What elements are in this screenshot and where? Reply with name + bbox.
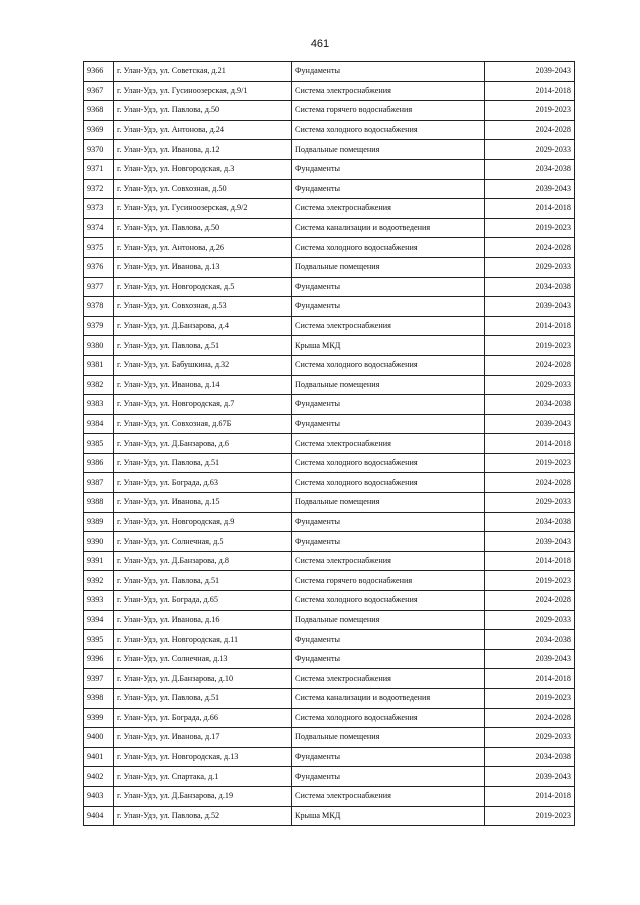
row-number-cell: 9370 bbox=[84, 140, 114, 160]
repair-period-cell: 2029-2033 bbox=[485, 257, 575, 277]
repair-period-cell: 2014-2018 bbox=[485, 316, 575, 336]
repair-period-cell: 2034-2038 bbox=[485, 395, 575, 415]
row-number-cell: 9375 bbox=[84, 238, 114, 258]
row-number-cell: 9368 bbox=[84, 101, 114, 121]
address-cell: г. Улан-Удэ, ул. Новгородская, д.9 bbox=[114, 512, 292, 532]
table-row bbox=[84, 551, 575, 571]
building-system-cell: Фундаменты bbox=[292, 297, 485, 317]
repair-period-cell: 2034-2038 bbox=[485, 159, 575, 179]
building-system-cell: Фундаменты bbox=[292, 767, 485, 787]
building-system-cell: Подвальные помещения bbox=[292, 140, 485, 160]
table-row bbox=[84, 414, 575, 434]
table-row bbox=[84, 453, 575, 473]
table-row bbox=[84, 336, 575, 356]
building-system-cell: Система электроснабжения bbox=[292, 551, 485, 571]
address-cell: г. Улан-Удэ, ул. Иванова, д.16 bbox=[114, 610, 292, 630]
building-system-cell: Фундаменты bbox=[292, 630, 485, 650]
table-row bbox=[84, 473, 575, 493]
table-row bbox=[84, 277, 575, 297]
address-cell: г. Улан-Удэ, ул. Новгородская, д.13 bbox=[114, 747, 292, 767]
address-cell: г. Улан-Удэ, ул. Д.Банзарова, д.6 bbox=[114, 434, 292, 454]
building-system-cell: Фундаменты bbox=[292, 747, 485, 767]
address-cell: г. Улан-Удэ, ул. Антонова, д.26 bbox=[114, 238, 292, 258]
table-row bbox=[84, 610, 575, 630]
building-system-cell: Фундаменты bbox=[292, 159, 485, 179]
address-cell: г. Улан-Удэ, ул. Новгородская, д.7 bbox=[114, 395, 292, 415]
table-row bbox=[84, 532, 575, 552]
row-number-cell: 9397 bbox=[84, 669, 114, 689]
address-cell: г. Улан-Удэ, ул. Иванова, д.14 bbox=[114, 375, 292, 395]
building-system-cell: Система горячего водоснабжения bbox=[292, 101, 485, 121]
repair-schedule-table bbox=[83, 61, 575, 826]
row-number-cell: 9377 bbox=[84, 277, 114, 297]
repair-period-cell: 2039-2043 bbox=[485, 767, 575, 787]
building-system-cell: Крыша МКД bbox=[292, 336, 485, 356]
table-row bbox=[84, 571, 575, 591]
building-system-cell: Система электроснабжения bbox=[292, 786, 485, 806]
building-system-cell: Фундаменты bbox=[292, 277, 485, 297]
table-row bbox=[84, 747, 575, 767]
building-system-cell: Подвальные помещения bbox=[292, 728, 485, 748]
repair-period-cell: 2024-2028 bbox=[485, 120, 575, 140]
repair-period-cell: 2039-2043 bbox=[485, 649, 575, 669]
address-cell: г. Улан-Удэ, ул. Павлова, д.50 bbox=[114, 101, 292, 121]
row-number-cell: 9373 bbox=[84, 199, 114, 219]
building-system-cell: Система холодного водоснабжения bbox=[292, 591, 485, 611]
address-cell: г. Улан-Удэ, ул. Гусиноозерская, д.9/1 bbox=[114, 81, 292, 101]
address-cell: г. Улан-Удэ, ул. Бабушкина, д.32 bbox=[114, 355, 292, 375]
row-number-cell: 9379 bbox=[84, 316, 114, 336]
row-number-cell: 9378 bbox=[84, 297, 114, 317]
building-system-cell: Фундаменты bbox=[292, 179, 485, 199]
repair-period-cell: 2024-2028 bbox=[485, 238, 575, 258]
address-cell: г. Улан-Удэ, ул. Совхозная, д.53 bbox=[114, 297, 292, 317]
table-row bbox=[84, 512, 575, 532]
building-system-cell: Фундаменты bbox=[292, 414, 485, 434]
repair-period-cell: 2014-2018 bbox=[485, 434, 575, 454]
row-number-cell: 9366 bbox=[84, 62, 114, 82]
repair-period-cell: 2039-2043 bbox=[485, 532, 575, 552]
table-row bbox=[84, 218, 575, 238]
table-row bbox=[84, 493, 575, 513]
row-number-cell: 9376 bbox=[84, 257, 114, 277]
table-row bbox=[84, 708, 575, 728]
repair-period-cell: 2014-2018 bbox=[485, 199, 575, 219]
repair-period-cell: 2029-2033 bbox=[485, 610, 575, 630]
table-row bbox=[84, 767, 575, 787]
address-cell: г. Улан-Удэ, ул. Новгородская, д.11 bbox=[114, 630, 292, 650]
address-cell: г. Улан-Удэ, ул. Новгородская, д.5 bbox=[114, 277, 292, 297]
table-row bbox=[84, 257, 575, 277]
repair-period-cell: 2019-2023 bbox=[485, 689, 575, 709]
address-cell: г. Улан-Удэ, ул. Павлова, д.51 bbox=[114, 571, 292, 591]
row-number-cell: 9403 bbox=[84, 786, 114, 806]
repair-period-cell: 2039-2043 bbox=[485, 414, 575, 434]
table-row bbox=[84, 81, 575, 101]
building-system-cell: Система электроснабжения bbox=[292, 199, 485, 219]
address-cell: г. Улан-Удэ, ул. Иванова, д.17 bbox=[114, 728, 292, 748]
repair-period-cell: 2024-2028 bbox=[485, 473, 575, 493]
building-system-cell: Подвальные помещения bbox=[292, 493, 485, 513]
building-system-cell: Фундаменты bbox=[292, 512, 485, 532]
building-system-cell: Система холодного водоснабжения bbox=[292, 708, 485, 728]
building-system-cell: Система холодного водоснабжения bbox=[292, 453, 485, 473]
row-number-cell: 9404 bbox=[84, 806, 114, 826]
repair-period-cell: 2039-2043 bbox=[485, 62, 575, 82]
building-system-cell: Фундаменты bbox=[292, 532, 485, 552]
building-system-cell: Система электроснабжения bbox=[292, 316, 485, 336]
repair-period-cell: 2039-2043 bbox=[485, 179, 575, 199]
row-number-cell: 9400 bbox=[84, 728, 114, 748]
table-row bbox=[84, 355, 575, 375]
repair-period-cell: 2029-2033 bbox=[485, 140, 575, 160]
row-number-cell: 9392 bbox=[84, 571, 114, 591]
repair-period-cell: 2014-2018 bbox=[485, 669, 575, 689]
table-row bbox=[84, 62, 575, 82]
building-system-cell: Система канализации и водоотведения bbox=[292, 689, 485, 709]
building-system-cell: Крыша МКД bbox=[292, 806, 485, 826]
table-row bbox=[84, 297, 575, 317]
address-cell: г. Улан-Удэ, ул. Павлова, д.50 bbox=[114, 218, 292, 238]
table-row bbox=[84, 786, 575, 806]
table-row bbox=[84, 806, 575, 826]
address-cell: г. Улан-Удэ, ул. Д.Банзарова, д.8 bbox=[114, 551, 292, 571]
repair-period-cell: 2029-2033 bbox=[485, 493, 575, 513]
row-number-cell: 9396 bbox=[84, 649, 114, 669]
repair-period-cell: 2019-2023 bbox=[485, 806, 575, 826]
address-cell: г. Улан-Удэ, ул. Павлова, д.51 bbox=[114, 336, 292, 356]
building-system-cell: Система электроснабжения bbox=[292, 669, 485, 689]
building-system-cell: Система холодного водоснабжения bbox=[292, 238, 485, 258]
building-system-cell: Подвальные помещения bbox=[292, 610, 485, 630]
table-row bbox=[84, 199, 575, 219]
address-cell: г. Улан-Удэ, ул. Д.Банзарова, д.10 bbox=[114, 669, 292, 689]
row-number-cell: 9393 bbox=[84, 591, 114, 611]
building-system-cell: Фундаменты bbox=[292, 395, 485, 415]
table-row bbox=[84, 101, 575, 121]
row-number-cell: 9367 bbox=[84, 81, 114, 101]
address-cell: г. Улан-Удэ, ул. Спартака, д.1 bbox=[114, 767, 292, 787]
row-number-cell: 9394 bbox=[84, 610, 114, 630]
address-cell: г. Улан-Удэ, ул. Бограда, д.63 bbox=[114, 473, 292, 493]
address-cell: г. Улан-Удэ, ул. Новгородская, д.3 bbox=[114, 159, 292, 179]
repair-period-cell: 2024-2028 bbox=[485, 708, 575, 728]
repair-period-cell: 2034-2038 bbox=[485, 630, 575, 650]
row-number-cell: 9387 bbox=[84, 473, 114, 493]
repair-period-cell: 2019-2023 bbox=[485, 571, 575, 591]
table-row bbox=[84, 316, 575, 336]
table-row bbox=[84, 649, 575, 669]
repair-period-cell: 2039-2043 bbox=[485, 297, 575, 317]
row-number-cell: 9372 bbox=[84, 179, 114, 199]
building-system-cell: Система канализации и водоотведения bbox=[292, 218, 485, 238]
page-number: 461 bbox=[310, 38, 330, 50]
building-system-cell: Система горячего водоснабжения bbox=[292, 571, 485, 591]
row-number-cell: 9391 bbox=[84, 551, 114, 571]
building-system-cell: Подвальные помещения bbox=[292, 257, 485, 277]
row-number-cell: 9383 bbox=[84, 395, 114, 415]
table-row bbox=[84, 591, 575, 611]
table-body bbox=[84, 62, 575, 826]
repair-period-cell: 2034-2038 bbox=[485, 512, 575, 532]
address-cell: г. Улан-Удэ, ул. Иванова, д.12 bbox=[114, 140, 292, 160]
repair-period-cell: 2034-2038 bbox=[485, 277, 575, 297]
row-number-cell: 9371 bbox=[84, 159, 114, 179]
row-number-cell: 9386 bbox=[84, 453, 114, 473]
table-row bbox=[84, 395, 575, 415]
address-cell: г. Улан-Удэ, ул. Бограда, д.65 bbox=[114, 591, 292, 611]
table-row bbox=[84, 120, 575, 140]
building-system-cell: Система холодного водоснабжения bbox=[292, 355, 485, 375]
row-number-cell: 9369 bbox=[84, 120, 114, 140]
table-row bbox=[84, 238, 575, 258]
address-cell: г. Улан-Удэ, ул. Солнечная, д.13 bbox=[114, 649, 292, 669]
address-cell: г. Улан-Удэ, ул. Иванова, д.15 bbox=[114, 493, 292, 513]
address-cell: г. Улан-Удэ, ул. Д.Банзарова, д.4 bbox=[114, 316, 292, 336]
repair-period-cell: 2014-2018 bbox=[485, 81, 575, 101]
table-row bbox=[84, 159, 575, 179]
address-cell: г. Улан-Удэ, ул. Д.Банзарова, д.19 bbox=[114, 786, 292, 806]
row-number-cell: 9385 bbox=[84, 434, 114, 454]
row-number-cell: 9382 bbox=[84, 375, 114, 395]
row-number-cell: 9398 bbox=[84, 689, 114, 709]
table-row bbox=[84, 434, 575, 454]
repair-period-cell: 2024-2028 bbox=[485, 355, 575, 375]
row-number-cell: 9401 bbox=[84, 747, 114, 767]
table-row bbox=[84, 728, 575, 748]
repair-period-cell: 2029-2033 bbox=[485, 375, 575, 395]
row-number-cell: 9381 bbox=[84, 355, 114, 375]
table-row bbox=[84, 669, 575, 689]
table-row bbox=[84, 179, 575, 199]
repair-period-cell: 2029-2033 bbox=[485, 728, 575, 748]
repair-period-cell: 2019-2023 bbox=[485, 336, 575, 356]
building-system-cell: Система холодного водоснабжения bbox=[292, 120, 485, 140]
address-cell: г. Улан-Удэ, ул. Антонова, д.24 bbox=[114, 120, 292, 140]
address-cell: г. Улан-Удэ, ул. Солнечная, д.5 bbox=[114, 532, 292, 552]
row-number-cell: 9390 bbox=[84, 532, 114, 552]
building-system-cell: Система холодного водоснабжения bbox=[292, 473, 485, 493]
table-row bbox=[84, 630, 575, 650]
row-number-cell: 9388 bbox=[84, 493, 114, 513]
address-cell: г. Улан-Удэ, ул. Бограда, д.66 bbox=[114, 708, 292, 728]
building-system-cell: Фундаменты bbox=[292, 649, 485, 669]
address-cell: г. Улан-Удэ, ул. Гусиноозерская, д.9/2 bbox=[114, 199, 292, 219]
building-system-cell: Подвальные помещения bbox=[292, 375, 485, 395]
address-cell: г. Улан-Удэ, ул. Совхозная, д.50 bbox=[114, 179, 292, 199]
repair-period-cell: 2034-2038 bbox=[485, 747, 575, 767]
table-row bbox=[84, 689, 575, 709]
table-row bbox=[84, 140, 575, 160]
row-number-cell: 9402 bbox=[84, 767, 114, 787]
address-cell: г. Улан-Удэ, ул. Павлова, д.51 bbox=[114, 689, 292, 709]
address-cell: г. Улан-Удэ, ул. Совхозная, д.67Б bbox=[114, 414, 292, 434]
repair-period-cell: 2019-2023 bbox=[485, 218, 575, 238]
row-number-cell: 9380 bbox=[84, 336, 114, 356]
repair-period-cell: 2014-2018 bbox=[485, 786, 575, 806]
address-cell: г. Улан-Удэ, ул. Советская, д.21 bbox=[114, 62, 292, 82]
address-cell: г. Улан-Удэ, ул. Павлова, д.52 bbox=[114, 806, 292, 826]
repair-period-cell: 2019-2023 bbox=[485, 453, 575, 473]
row-number-cell: 9389 bbox=[84, 512, 114, 532]
building-system-cell: Система электроснабжения bbox=[292, 81, 485, 101]
address-cell: г. Улан-Удэ, ул. Иванова, д.13 bbox=[114, 257, 292, 277]
row-number-cell: 9399 bbox=[84, 708, 114, 728]
table-row bbox=[84, 375, 575, 395]
building-system-cell: Фундаменты bbox=[292, 62, 485, 82]
row-number-cell: 9384 bbox=[84, 414, 114, 434]
building-system-cell: Система электроснабжения bbox=[292, 434, 485, 454]
repair-period-cell: 2024-2028 bbox=[485, 591, 575, 611]
repair-period-cell: 2014-2018 bbox=[485, 551, 575, 571]
row-number-cell: 9374 bbox=[84, 218, 114, 238]
repair-period-cell: 2019-2023 bbox=[485, 101, 575, 121]
row-number-cell: 9395 bbox=[84, 630, 114, 650]
address-cell: г. Улан-Удэ, ул. Павлова, д.51 bbox=[114, 453, 292, 473]
